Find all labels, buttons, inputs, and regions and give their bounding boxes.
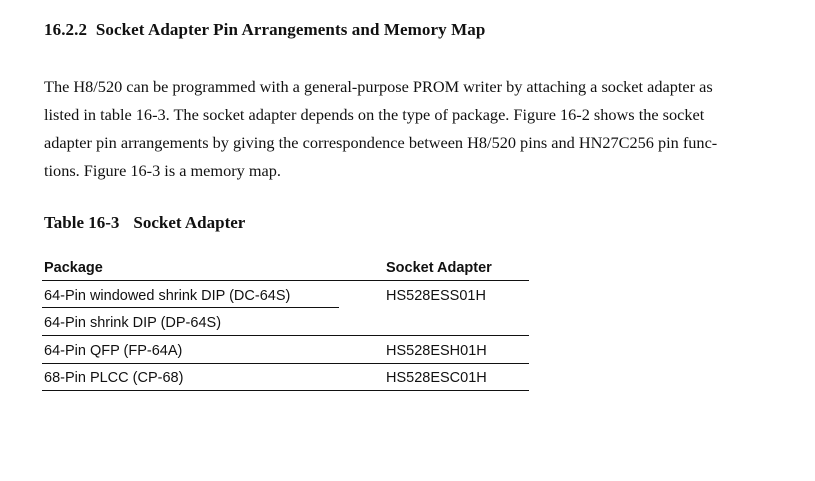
table-cell-package: 64-Pin windowed shrink DIP (DC-64S) xyxy=(44,288,291,304)
row-rule xyxy=(42,363,529,364)
table-caption xyxy=(44,213,245,233)
body-paragraph xyxy=(44,73,804,185)
section-heading xyxy=(44,20,485,40)
section-number: 16.2.2 xyxy=(44,20,88,39)
table-cell-adapter: HS528ESC01H xyxy=(386,370,487,386)
paragraph-line: adapter pin arrangements by giving the correspondence between H8/520 pins and HN27C256 pin func- xyxy=(44,133,718,152)
row-rule xyxy=(42,335,529,336)
row-rule xyxy=(42,307,339,308)
table-bottom-rule xyxy=(42,390,529,391)
column-header-socket-adapter: Socket Adapter xyxy=(386,260,492,276)
table-cell-adapter: HS528ESS01H xyxy=(386,288,486,304)
paragraph-line: listed in table 16-3. The socket adapter depends on the type of package. Figure 16-2 shows the socket xyxy=(44,105,705,124)
paragraph-line: tions. Figure 16-3 is a memory map. xyxy=(44,161,281,180)
header-rule xyxy=(42,280,529,281)
table-cell-package: 64-Pin QFP (FP-64A) xyxy=(44,343,183,359)
table-cell-package: 64-Pin shrink DIP (DP-64S) xyxy=(44,315,222,331)
paragraph-line: The H8/520 can be programmed with a general-purpose PROM writer by attaching a socket adapter as xyxy=(44,77,713,96)
table-title: Socket Adapter xyxy=(133,213,246,232)
column-header-package: Package xyxy=(44,260,103,276)
table-cell-package: 68-Pin PLCC (CP-68) xyxy=(44,370,184,386)
table-cell-adapter: HS528ESH01H xyxy=(386,343,487,359)
section-title: Socket Adapter Pin Arrangements and Memory Map xyxy=(95,20,486,39)
table-number: Table 16-3 xyxy=(44,213,120,232)
